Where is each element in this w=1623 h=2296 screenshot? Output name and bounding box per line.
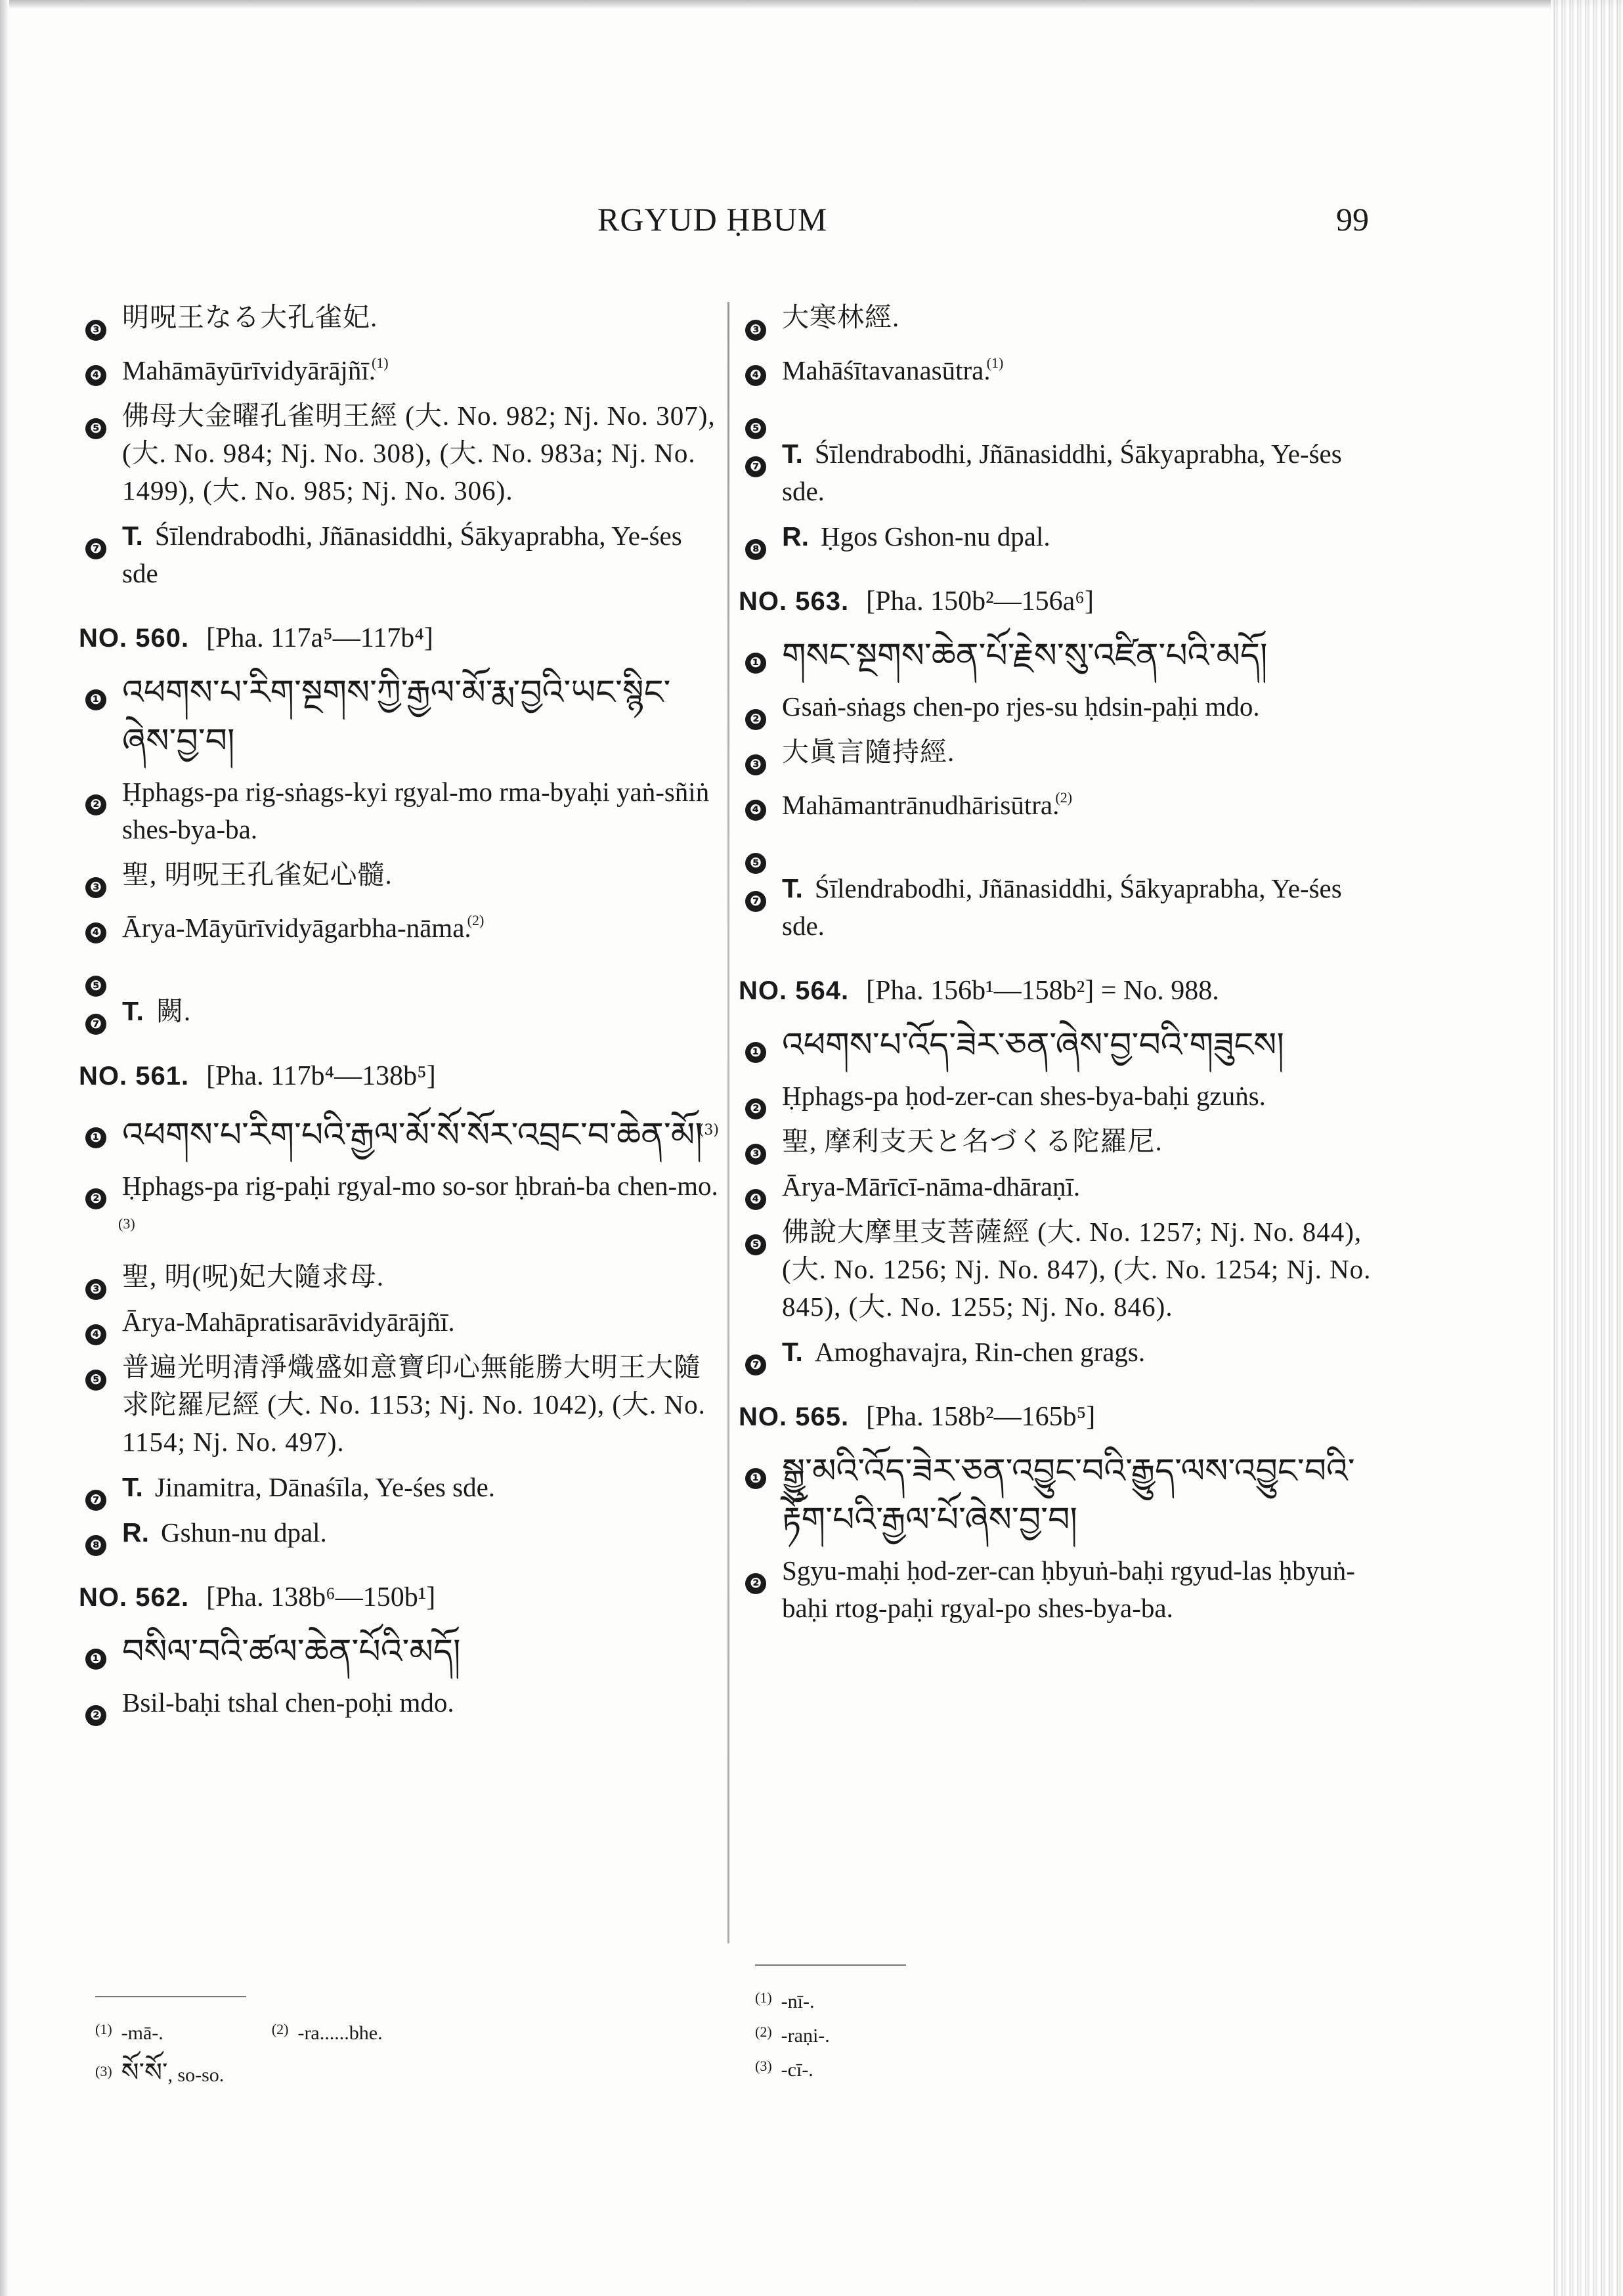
line <box>79 1303 719 1341</box>
marker-icon: ❷ <box>739 696 782 718</box>
footnote-text: -cī-. <box>781 2059 813 2081</box>
line-text-body: Śīlendrabodhi, Jñānasiddhi, Śākyaprabha, Ye-śes sde. <box>782 439 1342 506</box>
marker-icon: ❼ <box>79 1477 122 1499</box>
footnotes-right <box>755 1964 906 2085</box>
footnote-mark: (3) <box>95 2063 112 2079</box>
line-text-body: Amoghavajra, Rin-chen grags. <box>814 1337 1146 1367</box>
line <box>739 632 1379 680</box>
line <box>79 955 719 993</box>
line-text-body: Ḥphags-pa rig-paḥi rgyal-mo so-sor ḥbraṅ-ba chen-mo. <box>122 1171 718 1201</box>
tibetan-title: སྒྱུ་མའི་འོད་ཟེར་ཅན་འབྱུང་བའི་རྒྱུད་ལས་འབྱུང་བའི་རྟོག་པའི་རྒྱལ་པོ་ཞེས་བྱ་བ། <box>782 1452 1355 1540</box>
line <box>739 1077 1379 1115</box>
line-text-body: Śīlendrabodhi, Jñānasiddhi, Śākyaprabha, Ye-śes sde <box>122 521 682 588</box>
line-text: Ḥphags-pa ḥod-zer-can shes-bya-baḥi gzuṅs. <box>782 1081 1266 1111</box>
marker-icon: ❼ <box>739 878 782 900</box>
footnote-text: so-so. <box>177 2064 225 2086</box>
marker-icon: ❹ <box>79 352 122 374</box>
footnote-mark: (2) <box>755 2024 772 2040</box>
line <box>739 518 1379 555</box>
marker-icon: ❷ <box>79 1692 122 1714</box>
line-text: 聖, 明(呪)妃大隨求母. <box>122 1261 385 1291</box>
line <box>739 688 1379 726</box>
footnotes-left <box>95 1996 383 2097</box>
reviser-label: R. <box>782 521 809 552</box>
line-text-body: Jinamitra, Dānaśīla, Ye-śes sde. <box>154 1472 496 1502</box>
entry-heading <box>739 586 1379 617</box>
tibetan-title <box>122 1106 719 1159</box>
entry-number: NO. 565. <box>739 1402 850 1431</box>
marker-icon: ❶ <box>739 1029 782 1051</box>
line-text <box>122 901 719 947</box>
marker-icon: ❶ <box>739 1455 782 1477</box>
right-column <box>739 299 1379 1635</box>
marker-icon: ❶ <box>79 676 122 699</box>
line <box>739 435 1379 510</box>
line <box>79 397 719 509</box>
marker-icon: ❷ <box>79 781 122 804</box>
line <box>739 870 1379 945</box>
line <box>739 1333 1379 1371</box>
line <box>739 1168 1379 1205</box>
line <box>79 517 719 592</box>
marker-icon: ❺ <box>739 1221 782 1244</box>
entry-number: NO. 563. <box>739 587 850 616</box>
footnote-ref: (3) <box>698 1122 719 1138</box>
marker-icon: ❸ <box>79 864 122 886</box>
entry-reference: [Pha. 117b⁴—138b⁵] <box>206 1061 436 1091</box>
entry-number: NO. 561. <box>79 1062 190 1091</box>
translator-label: T. <box>122 521 143 551</box>
marker-icon: ❶ <box>739 639 782 662</box>
marker-icon: ❼ <box>739 443 782 466</box>
marker-icon: ❸ <box>79 307 122 329</box>
line <box>79 1167 719 1250</box>
line-text <box>122 1514 719 1551</box>
line-text: 佛母大金曜孔雀明王經 (大. No. 982; Nj. No. 307), (大. No. 984; Nj. No. 308), (大. No. 983a; Nj. No. 1499), (大. No. 985; Nj. No. 306). <box>122 401 716 506</box>
footnote-ref: (2) <box>467 912 485 928</box>
line <box>739 832 1379 871</box>
entry-reference: [Pha. 150b²—156a⁶] <box>866 586 1094 617</box>
line <box>79 993 719 1030</box>
entry-heading <box>739 1401 1379 1433</box>
footnote-ref: (1) <box>371 355 389 371</box>
running-head: RGYUD ḤBUM <box>597 201 828 238</box>
line-text: 大寒林經. <box>782 302 900 332</box>
entry-heading <box>79 1582 719 1613</box>
line-text: 普遍光明清淨熾盛如意寶印心無能勝大明王大隨求陀羅尼經 (大. No. 1153; Nj. No. 1042), (大. No. 1154; Nj. No. 497). <box>122 1352 706 1457</box>
marker-icon: ❹ <box>739 352 782 374</box>
marker-icon: ❷ <box>739 1560 782 1582</box>
line <box>739 733 1379 771</box>
tibetan-title: བསིལ་བའི་ཚལ་ཆེན་པོའི་མདོ། <box>122 1632 461 1672</box>
line <box>739 779 1379 824</box>
line <box>739 1021 1379 1070</box>
footnote-mark: (3) <box>755 2058 772 2074</box>
line <box>739 397 1379 436</box>
marker-icon: ❷ <box>79 1175 122 1198</box>
line <box>79 1349 719 1461</box>
entry-heading <box>739 975 1379 1007</box>
line <box>79 773 719 848</box>
line <box>739 1213 1379 1326</box>
scan-edge-right <box>1551 0 1623 2296</box>
line <box>79 299 719 336</box>
line <box>79 1106 719 1159</box>
line-text: Ḥphags-pa rig-sṅags-kyi rgyal-mo rma-byaḥi yaṅ-sñiṅ shes-bya-ba. <box>122 777 710 844</box>
line-text: 明呪王なる大孔雀妃. <box>122 302 378 332</box>
entry-number: NO. 564. <box>739 976 850 1005</box>
tibetan-title: གསང་སྔགས་ཆེན་པོ་རྗེས་སུ་འཛིན་པའི་མདོ། <box>782 636 1268 676</box>
footnote-row: $^{(3)}$ སོ་སོ་, so-so. <box>95 2058 225 2088</box>
line-text-body: Mahāmantrānudhārisūtra. <box>782 790 1060 820</box>
footnote-mark: (1) <box>755 1989 772 2006</box>
line-text-body: འཕགས་པ་རིག་པའི་རྒྱལ་མོ་སོ་སོར་འབྲང་བ་ཆེན་མོ། <box>122 1116 703 1155</box>
footnote-tibetan: སོ་སོ་ <box>121 2058 168 2088</box>
marker-icon: ❺ <box>79 963 122 985</box>
footnote-ref: (2) <box>1055 789 1073 806</box>
line-text-body: Mahāśītavanasūtra. <box>782 355 991 385</box>
entry-heading <box>79 622 719 654</box>
line <box>79 901 719 947</box>
line-text-body: Ārya-Māyūrīvidyāgarbha-nāma. <box>122 913 471 943</box>
line-text-body: Ḥgos Gshon-nu dpal. <box>821 521 1050 552</box>
line <box>79 1684 719 1722</box>
marker-icon: ❼ <box>79 1001 122 1023</box>
marker-icon: ❸ <box>739 1131 782 1153</box>
left-column <box>79 299 719 1729</box>
footnote-row <box>755 2051 906 2085</box>
line-text <box>118 1167 719 1250</box>
marker-icon: ❽ <box>79 1522 122 1544</box>
line-text-body: Śīlendrabodhi, Jñānasiddhi, Śākyaprabha, Ye-śes sde. <box>782 873 1342 941</box>
line-text-body: Gshun-nu dpal. <box>161 1517 327 1548</box>
entry-reference: [Pha. 117a⁵—117b⁴] <box>206 623 433 653</box>
line-text-body: Mahāmāyūrīvidyārājñī. <box>122 355 376 385</box>
line-text-body: 闕. <box>156 996 192 1026</box>
line <box>739 1447 1379 1544</box>
line-text <box>782 344 1379 389</box>
line <box>79 856 719 894</box>
line-text: Ārya-Mārīcī-nāma-dhāraṇī. <box>782 1171 1081 1202</box>
translator-label: T. <box>782 873 803 903</box>
footnote-rule <box>95 1996 246 1997</box>
reviser-label: R. <box>122 1517 149 1548</box>
line-text <box>782 779 1379 824</box>
entry-reference: [Pha. 158b²—165b⁵] <box>866 1402 1096 1432</box>
line-text: 聖, 摩利支天と名づくる陀羅尼. <box>782 1126 1163 1156</box>
line-text: 佛說大摩里支菩薩經 (大. No. 1257; Nj. No. 844), (大. No. 1256; Nj. No. 847), (大. No. 1254; Nj. No. 845), (大. No. 1255; Nj. No. 846). <box>782 1217 1372 1322</box>
marker-icon: ❺ <box>739 405 782 427</box>
translator-label: T. <box>782 439 803 469</box>
line-text <box>122 1469 719 1506</box>
entry-number: NO. 560. <box>79 624 190 653</box>
entry-number: NO. 562. <box>79 1583 190 1612</box>
footnote-text: -ra......bhe. <box>297 2022 383 2044</box>
marker-icon: ❶ <box>79 1635 122 1658</box>
line <box>79 668 719 766</box>
footnote-ref: (3) <box>118 1215 135 1232</box>
footnote-ref: (1) <box>986 355 1004 371</box>
line <box>79 344 719 389</box>
line-text: 大眞言隨持經. <box>782 737 955 767</box>
marker-icon: ❹ <box>739 787 782 809</box>
line <box>79 1258 719 1295</box>
marker-icon: ❺ <box>79 405 122 427</box>
footnote-mark: (2) <box>271 2021 289 2037</box>
marker-icon: ❸ <box>739 741 782 764</box>
page-number: 99 <box>1336 201 1369 238</box>
line-text: Gsaṅ-sṅags chen-po rjes-su ḥdsin-paḥi mdo. <box>782 691 1260 722</box>
marker-icon: ❸ <box>79 1266 122 1288</box>
scan-edge-left <box>0 0 9 2296</box>
entry-reference: [Pha. 156b¹—158b²] = No. 988. <box>866 976 1219 1006</box>
line-text: Ārya-Mahāpratisarāvidyārājñī. <box>122 1307 455 1337</box>
footnote-row <box>755 2017 906 2051</box>
footnote-row <box>95 2014 383 2048</box>
footnote-text: -raṇi-. <box>781 2025 830 2047</box>
footnote-text: -mā-. <box>121 2022 163 2044</box>
column-divider <box>727 302 729 1943</box>
line-text: 聖, 明呪王孔雀妃心髓. <box>122 859 393 890</box>
line-text <box>122 517 719 592</box>
line <box>79 1469 719 1506</box>
line-text: Bsil-baḥi tshal chen-poḥi mdo. <box>122 1687 454 1718</box>
marker-icon: ❺ <box>739 840 782 862</box>
footnote-mark: (1) <box>95 2021 112 2037</box>
line <box>739 1552 1379 1627</box>
marker-icon: ❼ <box>79 525 122 548</box>
marker-icon: ❹ <box>739 1176 782 1198</box>
marker-icon: ❷ <box>739 1085 782 1108</box>
line <box>79 1514 719 1551</box>
line-text: Sgyu-maḥi ḥod-zer-can ḥbyuṅ-baḥi rgyud-las ḥbyuṅ-baḥi rtog-paḥi rgyal-po shes-bya-ba. <box>782 1555 1355 1623</box>
line <box>739 299 1379 336</box>
entry-heading <box>79 1060 719 1092</box>
tibetan-title: འཕགས་པ་འོད་ཟེར་ཅན་ཞེས་བྱ་བའི་གཟུངས། <box>782 1026 1284 1065</box>
translator-label: T. <box>782 1337 803 1367</box>
line-text <box>122 993 719 1030</box>
marker-icon: ❶ <box>79 1114 122 1137</box>
translator-label: T. <box>122 996 144 1026</box>
line-text <box>782 435 1379 510</box>
line-text <box>122 344 719 389</box>
entry-reference: [Pha. 138b⁶—150b¹] <box>206 1582 436 1613</box>
marker-icon: ❽ <box>739 526 782 548</box>
marker-icon: ❹ <box>79 909 122 932</box>
line <box>739 344 1379 389</box>
line-text <box>782 1333 1379 1371</box>
line-text <box>782 518 1379 555</box>
marker-icon: ❹ <box>79 1311 122 1333</box>
line <box>739 1123 1379 1160</box>
marker-icon: ❸ <box>739 307 782 329</box>
marker-icon: ❼ <box>739 1341 782 1364</box>
tibetan-title: འཕགས་པ་རིག་སྔགས་ཀྱི་རྒྱལ་མོ་རྨ་བྱའི་ཡང་སྙིང་ཞེས་བྱ་བ། <box>122 673 671 761</box>
marker-icon: ❺ <box>79 1356 122 1379</box>
scan-edge-top <box>0 0 1623 9</box>
line-text <box>782 870 1379 945</box>
translator-label: T. <box>122 1472 143 1502</box>
footnote-text: -nī-. <box>781 1991 815 2012</box>
footnote-row <box>755 1983 906 2017</box>
line <box>79 1628 719 1676</box>
footnote-rule <box>755 1964 906 1966</box>
